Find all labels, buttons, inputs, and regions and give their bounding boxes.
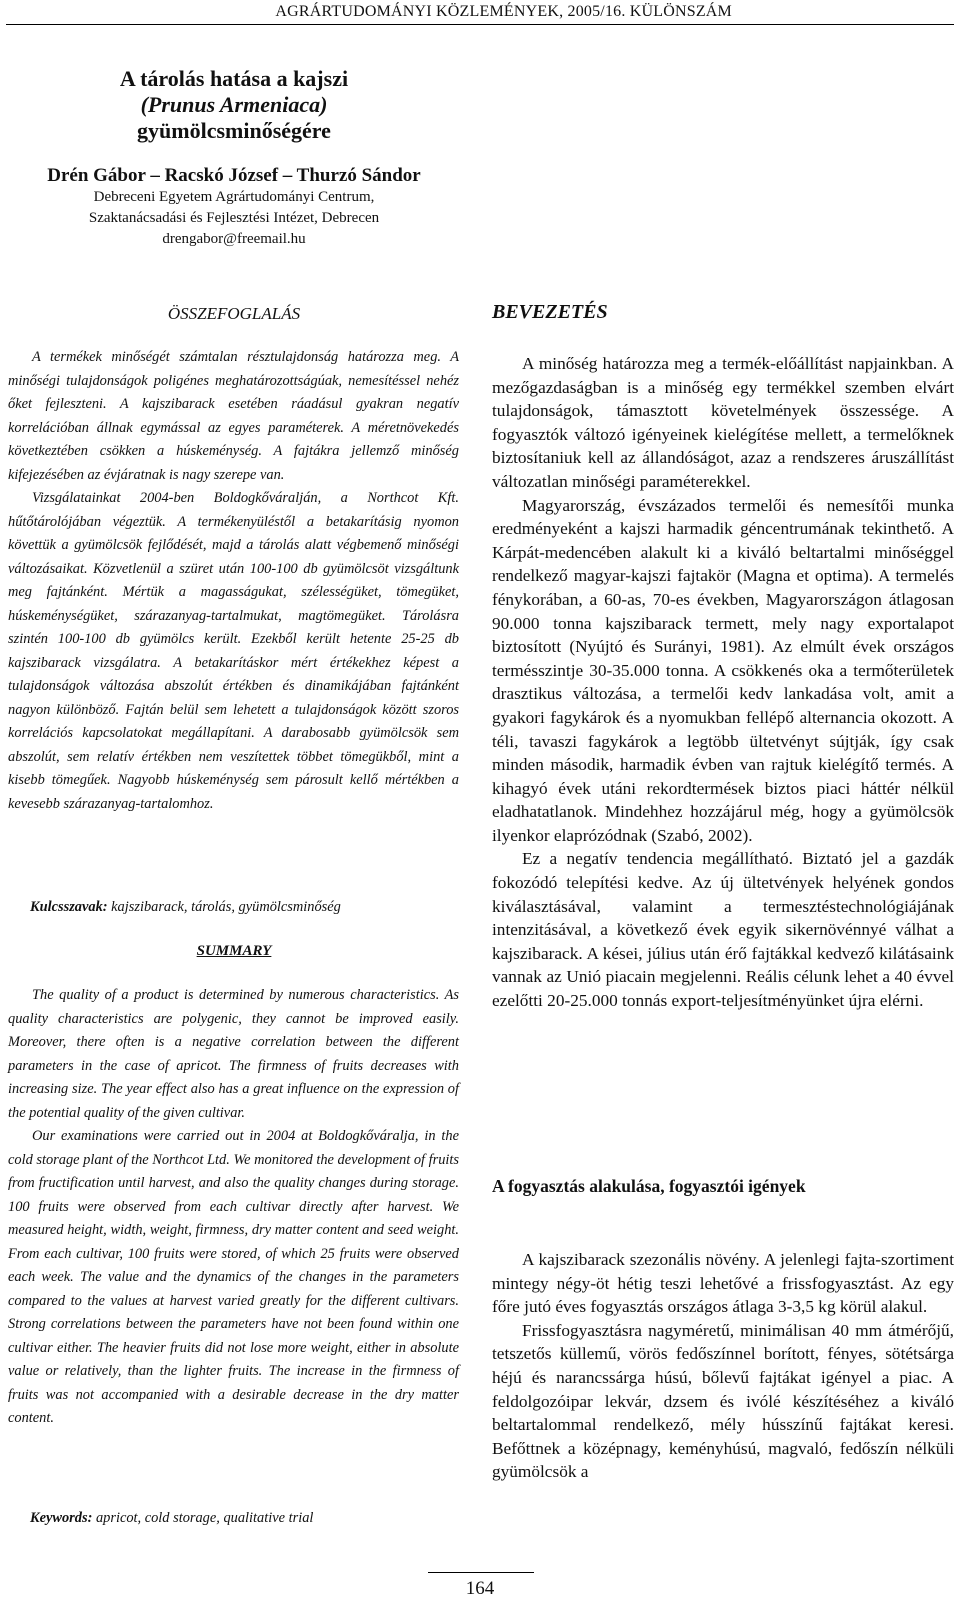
abstract-paragraph-1: A termékek minőségét számtalan résztulajdonság határozza meg. A minőségi tulajdonságok poligénes meghatározottságúak, nemesítéssel nehéz őket fejleszteni. A kajszibarack esetében ráadásul gyakran negatív korrelációban állnak egymással az egyes paraméterek. A méretnövekedés következtében csökken a húskeménység. A fajtákra jellemző minőség kifejezésében az évjáratnak is nagy szerepe van. <box>8 349 459 483</box>
affiliation-line-1: Debreceni Egyetem Agrártudományi Centrum, <box>93 189 375 205</box>
summary-paragraph-1: The quality of a product is determined by numerous characteristics. As quality characteristics are polygenic, they cannot be improved easily. Moreover, there often is a negative correlation between the different parameters in the case of apricot. The firmness of fruits decreases with increasing size. The year effect also has a great influence on the expression of the potential quality of the given cultivar. <box>8 987 459 1121</box>
introduction-heading: BEVEZETÉS <box>492 301 608 323</box>
introduction-paragraph-2: Magyarország, évszázados termelői és nemesítői munka eredményeként a kajszi harmadik géncentrumának tekinthető. A Kárpát-medencében alakult ki a kiváló beltartalmi minőséggel rendelkező magyar-kajszi fajtakör (Magna et optima). A termelés fénykorában, a 60-as, 70-es években, Magyarországon átlagosan 90.000 tonna kajszibarack termett, mely nagy exportalapot biztosított (Nyújtó és Surányi, 1981). Az elmúlt évek országos termésszintje 30-35.000 tonna. A csökkenés oka a termőterületek drasztikus változása, a termelői kedv lankadása volt, amit a gyakori fagykárok és a nyomukban fellépő alternancia okozott. A téli, tavaszi fagykárok a legtöbb ültetvényt sújtják, így csak minden második, harmadik évben van rajtuk kielégítő termés. A kihagyó évek utáni rekordtermések biztos piaci háttér nélkül eladhatatlanok. Mindehhez hozzájárul még, hogy a gyümölcsök ilyenkor elaprózódnak (Szabó, 2002). <box>492 495 954 845</box>
keywords-hungarian <box>30 899 341 916</box>
introduction-paragraph-1: A minőség határozza meg a termék-előállítást napjainkban. A mezőgazdaságban is a minőség egy termékkel szemben elvárt tulajdonságok, támasztott követelmények összessége. A fogyasztók változó igényeinek kielégítése mellett, a termelőknek biztosítaniuk kell az állandóságot, azaz a rendszeres áruszállítást változatlan minőségi paraméterekkel. <box>492 354 954 491</box>
abstract-body <box>8 346 459 816</box>
affiliation-line-2: Szaktanácsadási és Fejlesztési Intézet, Debrecen <box>88 210 380 226</box>
keywords-english-label: Keywords: <box>30 1510 93 1526</box>
page-number: 164 <box>465 1578 495 1599</box>
article-title-line-1: A tárolás hatása a kajszi <box>119 66 349 91</box>
author-names: Drén Gábor – Racskó József – Thurzó Sándor <box>47 165 421 186</box>
keywords-hungarian-label: Kulcsszavak: <box>30 899 108 915</box>
author-email: drengabor@freemail.hu <box>162 231 306 247</box>
consumption-heading: A fogyasztás alakulása, fogyasztói igények <box>492 1176 806 1196</box>
article-title-line-2: (Prunus Armeniaca) <box>140 92 328 117</box>
footer-rule <box>428 1572 534 1573</box>
consumption-body <box>492 1248 954 1484</box>
abstract-heading: ÖSSZEFOGLALÁS <box>167 304 301 323</box>
introduction-paragraph-3: Ez a negatív tendencia megállítható. Biztató jel a gazdák fokozódó telepítési kedve. Az új ültetvények helyének gondos kiválasztásával, valamint a termesztéstechnológiájának intenzitásával, a következő évek egyik sikernövénnyé válhat a kajszibarack. A kései, július után érő fajtákkal kedvező kilátásaink vannak az Unió piacain megjelenni. Reális célunk lehet a 40 évvel ezelőtti 20-25.000 tonnás export-teljesítményünket újra elérni. <box>492 849 954 1011</box>
header-rule <box>6 24 954 25</box>
keywords-hungarian-list: kajszibarack, tárolás, gyümölcsminőség <box>107 899 341 915</box>
summary-paragraph-2: Our examinations were carried out in 2004 at Boldogkőváralja, in the cold storage plant of the Northcot Ltd. We monitored the development of fruits from fructification until harvest, and also the quality changes during storage. 100 fruits were observed from each cultivar directly after harvest. We measured height, width, weight, firmness, dry matter content and seed weight. From each cultivar, 100 fruits were stored, of which 25 fruits were observed each week. The value and the dynamics of the changes in the parameters compared to the values at harvest varied greatly for the different cultivars. Strong correlations between the parameters have not been found within one cultivar either. The heavier fruits did not lose more weight, either in absolute value or relatively, than the lighter fruits. The increase in the firmness of fruits was not accompanied with a desirable decrease in the dry matter content. <box>8 1128 459 1426</box>
article-title-line-3: gyümölcsminőségére <box>137 118 331 143</box>
keywords-english <box>30 1510 313 1527</box>
consumption-paragraph-2: Frissfogyasztásra nagyméretű, minimálisan 40 mm átmérőjű, tetszetős küllemű, vörös fedőszínnel borított, fényes, sötétsárga héjú és narancssárga húsú, bőlevű fajtákat igényel a piac. A feldolgozóipar lekvár, dzsem és ivólé készítéséhez a kiváló beltartalommal rendelkező, mély hússzínű fajtákat keresi. Befőttnek a középnagy, keményhúsú, magvaló, fedőszín nélküli gyümölcsök a <box>492 1320 954 1482</box>
running-head: AGRÁRTUDOMÁNYI KÖZLEMÉNYEK, 2005/16. KÜLÖNSZÁM <box>275 3 732 20</box>
summary-heading: SUMMARY <box>196 943 272 959</box>
consumption-paragraph-1: A kajszibarack szezonális növény. A jelenlegi fajta-szortiment mintegy négy-öt hétig teszi lehetővé a frissfogyasztást. Az egy főre jutó éves fogyasztás országos átlaga 3-3,5 kg körül alakul. <box>492 1250 954 1317</box>
introduction-body <box>492 352 954 1013</box>
abstract-paragraph-2: Vizsgálatainkat 2004-ben Boldogkőváralján, a Northcot Kft. hűtőtárolójában végeztük. A termékenyüléstől a betakarításig nyomon követtük a gyümölcsök fejlődését, majd a tárolás alatt végbemenő minőségi változásaikat. Közvetlenül a szüret után 100-100 db gyümölcsöt vizsgáltunk meg fajtánként. Mértük a magasságukat, szélességüket, tömegüket, húskeménységüket, szárazanyag-tartalmukat, magtömegüket. Tárolásra szintén 100-100 db gyümölcs került. Ezekből került hetente 25-25 db kajszibarack vizsgálatra. A betakarításkor mért értékekhez képest a tulajdonságok változása abszolút értékben és dinamikájában fajtánként nagyon különböző. Fajtán belül sem lehetett a tulajdonságok között szoros korrelációs kapcsolatokat megállapítani. A darabosabb gyümölcsök sem abszolút, sem relatív értékben nem veszítettek többet tömegükből, mint a kisebb tömegűek. Nagyobb húskeménység sem párosult kellő mértékben a kevesebb szárazanyag-tartalomhoz. <box>8 490 459 812</box>
keywords-english-list: apricot, cold storage, qualitative trial <box>92 1510 314 1526</box>
summary-body <box>8 984 459 1431</box>
title-block <box>0 66 468 250</box>
